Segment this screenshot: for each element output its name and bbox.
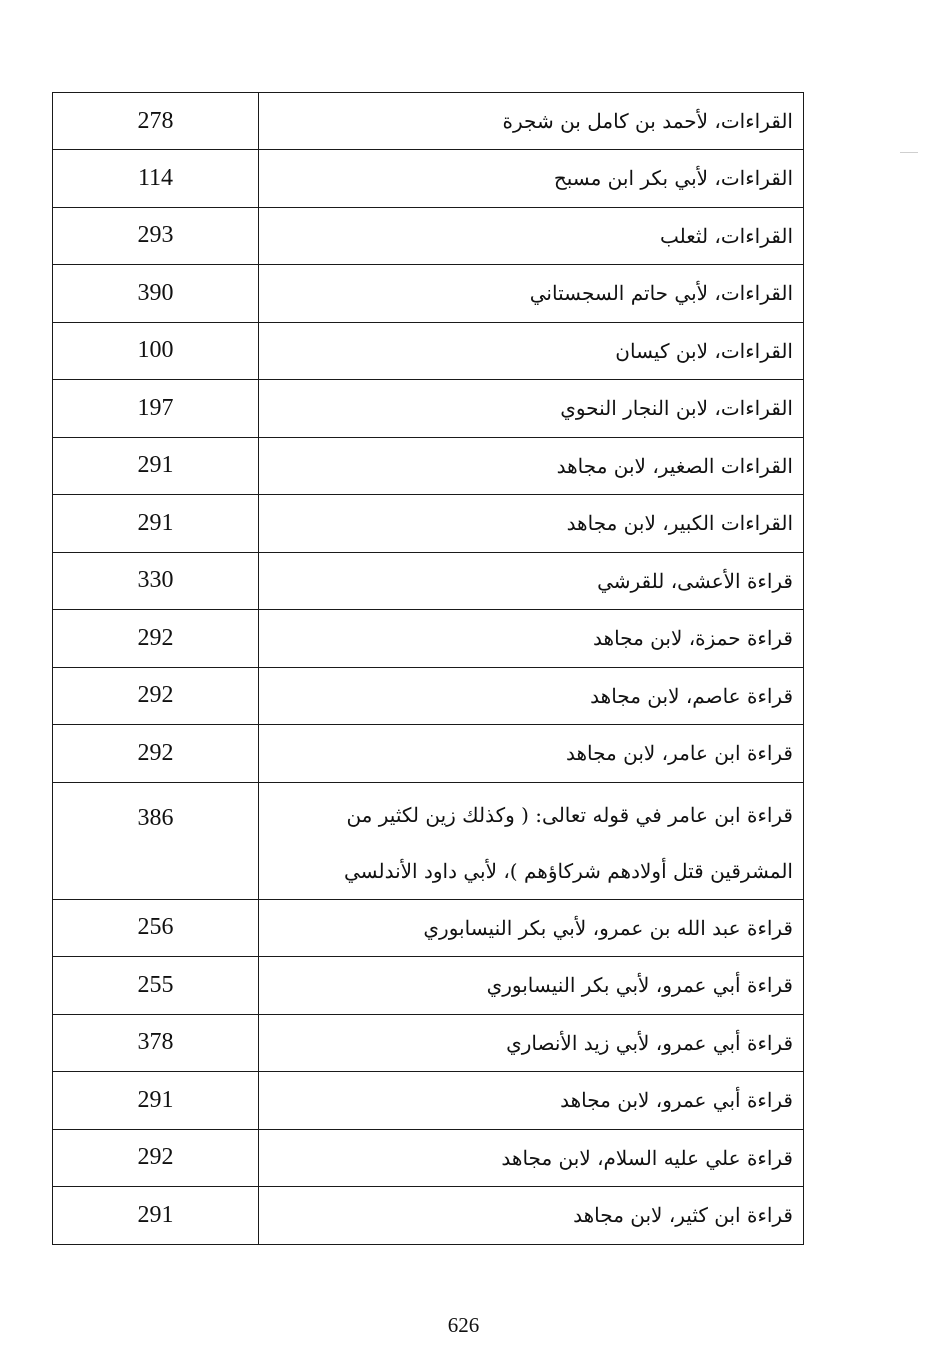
book-title: قراءة ابن عامر في قوله تعالى: ( وكذلك زين لكثير من المشرقين قتل أولادهم شركاؤهم )، لأبي داود الأندلسي (259, 782, 804, 899)
table-row (53, 495, 804, 553)
page-ref: 255 (53, 957, 259, 1015)
book-title: القراءات، لابن النجار النحوي (259, 380, 804, 438)
page-ref: 291 (53, 1187, 259, 1245)
page-ref: 378 (53, 1014, 259, 1072)
book-title: القراءات الكبير، لابن مجاهد (259, 495, 804, 553)
book-title: قراءة أبي عمرو، لأبي بكر النيسابوري (259, 957, 804, 1015)
table-row (53, 207, 804, 265)
table-row (53, 322, 804, 380)
table-row (53, 380, 804, 438)
book-title: قراءة عاصم، لابن مجاهد (259, 667, 804, 725)
book-title: القراءات الصغير، لابن مجاهد (259, 437, 804, 495)
margin-mark (900, 152, 918, 153)
table-row (53, 1014, 804, 1072)
book-title: قراءة ابن عامر، لابن مجاهد (259, 725, 804, 783)
book-title: قراءة حمزة، لابن مجاهد (259, 610, 804, 668)
table-row (53, 899, 804, 957)
table-row (53, 552, 804, 610)
page-ref: 386 (53, 782, 259, 899)
book-title: القراءات، لأبي بكر ابن مسبح (259, 150, 804, 208)
index-table (52, 92, 804, 1245)
page-ref: 390 (53, 265, 259, 323)
book-title: قراءة أبي عمرو، لابن مجاهد (259, 1072, 804, 1130)
table-row (53, 1129, 804, 1187)
page-ref: 330 (53, 552, 259, 610)
page-ref: 197 (53, 380, 259, 438)
page-ref: 291 (53, 1072, 259, 1130)
table-row (53, 957, 804, 1015)
table-row (53, 1187, 804, 1245)
page-ref: 256 (53, 899, 259, 957)
table-row (53, 150, 804, 208)
table-row (53, 725, 804, 783)
book-title: قراءة ابن كثير، لابن مجاهد (259, 1187, 804, 1245)
page-ref: 292 (53, 667, 259, 725)
page-ref: 292 (53, 1129, 259, 1187)
page-ref: 100 (53, 322, 259, 380)
table-row (53, 667, 804, 725)
table-row (53, 610, 804, 668)
book-title: قراءة علي عليه السلام، لابن مجاهد (259, 1129, 804, 1187)
book-title: القراءات، لأبي حاتم السجستاني (259, 265, 804, 323)
book-title: القراءات، لابن كيسان (259, 322, 804, 380)
page-ref: 114 (53, 150, 259, 208)
page-ref: 291 (53, 437, 259, 495)
table-row (53, 1072, 804, 1130)
page-ref: 292 (53, 610, 259, 668)
table-row (53, 437, 804, 495)
page-ref: 278 (53, 93, 259, 150)
book-title: قراءة أبي عمرو، لأبي زيد الأنصاري (259, 1014, 804, 1072)
book-title: القراءات، لثعلب (259, 207, 804, 265)
page-ref: 293 (53, 207, 259, 265)
table-row (53, 93, 804, 150)
book-title: قراءة الأعشى، للقرشي (259, 552, 804, 610)
table-row (53, 265, 804, 323)
page-ref: 291 (53, 495, 259, 553)
book-title: القراءات، لأحمد بن كامل بن شجرة (259, 93, 804, 150)
page-ref: 292 (53, 725, 259, 783)
book-title: قراءة عبد الله بن عمرو، لأبي بكر النيسابوري (259, 899, 804, 957)
page-number: 626 (447, 1313, 480, 1337)
table-row (53, 782, 804, 899)
